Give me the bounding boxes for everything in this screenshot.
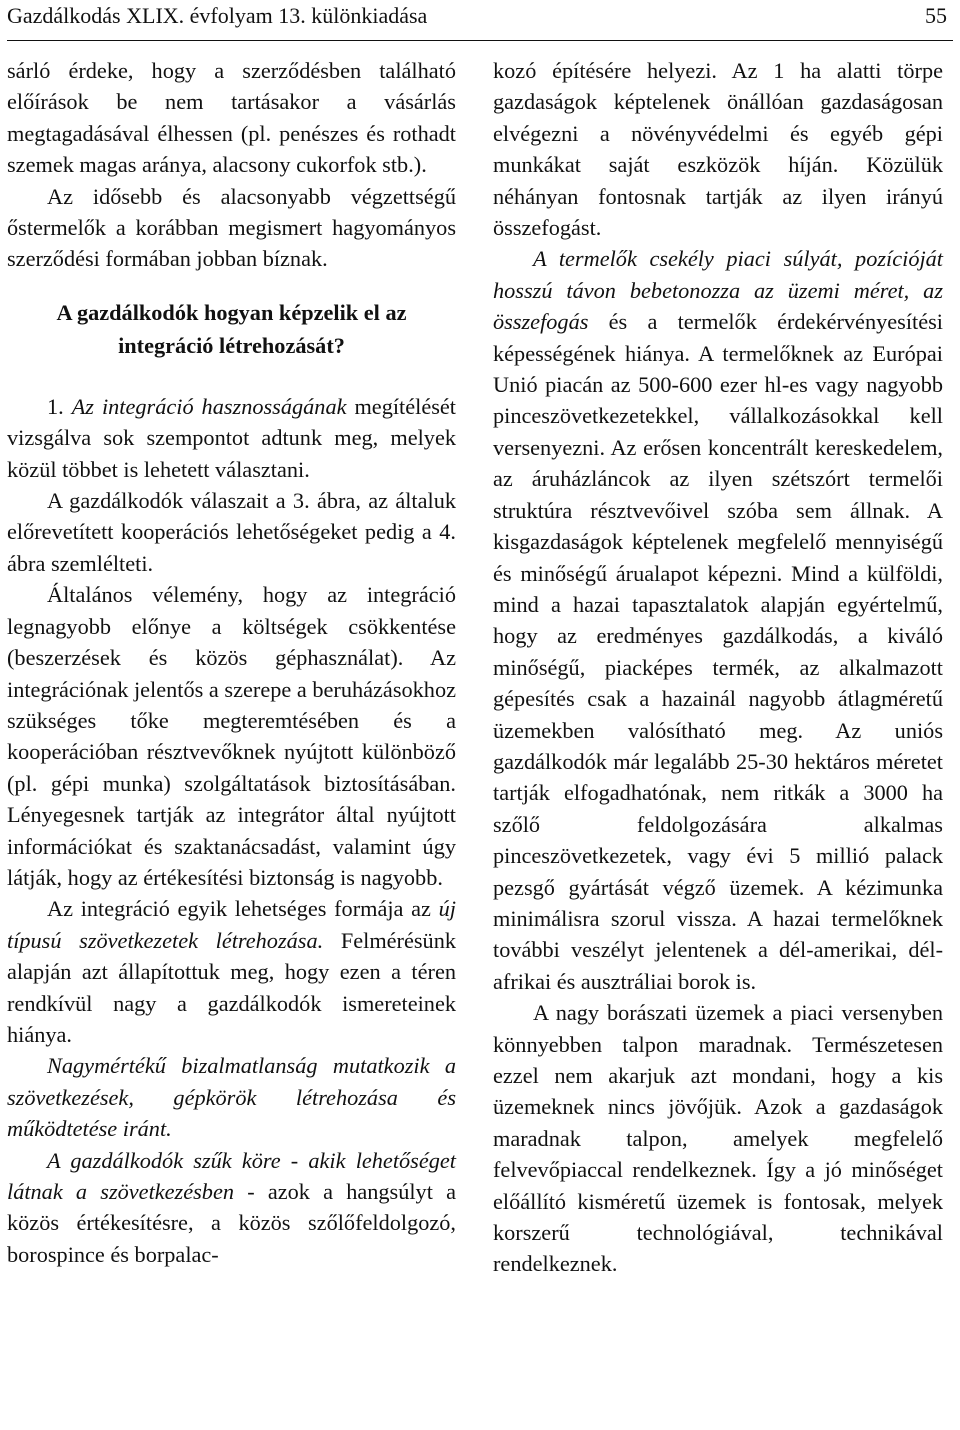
paragraph-text: Felmérésünk alapján azt állapítottuk meg, hogy ezen a téren rendkívül nagy a gazdálkodók ismereteinek hiánya.	[7, 927, 456, 1047]
paragraph: kozó építésére helyezi. Az 1 ha alatti törpe gazdaságok képtelenek önállóan gazdaságosan elvégezni a növényvédelmi és egyéb gépi munkákat saját eszközök híján. Közülük néhányan fontosnak tartják az ilyen irányú összefogást.	[493, 58, 943, 241]
left-column	[7, 55, 456, 1270]
emphasis-text: A termelők csekély piaci súlyát, pozícióját hosszú távon bebetonozza az üzemi méret, az összefogás	[493, 246, 943, 335]
emphasis-text: Az integráció hasznosságának	[71, 393, 347, 419]
page-number: 55	[925, 3, 947, 28]
emphasis-text: A gazdálkodók szűk köre - akik lehetőséget látnak a szövetkezésben	[7, 1147, 456, 1204]
emphasis-text: Nagymértékű bizalmatlanság mutatkozik a szövetkezések, gépkörök létrehozása és működtetése iránt.	[7, 1053, 456, 1142]
paragraph: A nagy borászati üzemek a piaci versenyben könnyebben talpon maradnak. Természetesen ezzel nem akarjuk azt mondani, hogy a kis üzemeknek nincs jövőjük. Azok a gazdaságok maradnak talpon, amelyek megfelelő felvevőpiaccal rendelkeznek. Így a jó minőséget előállító kisméretű üzemek is fontosak, melyek korszerű technológiával, technikával rendelkeznek.	[493, 1000, 943, 1277]
paragraph-text: és a termelők érdekérvényesítési képességének hiánya. A termelőknek az Európai Unió piacán az 500-600 ezer hl-es vagy nagyobb pinceszövetkezetekkel, vállalkozásokkal kell versenyezni. Az erősen koncentrált kereskedelem, az áruházláncok az ilyen szétszórt termelői struktúra résztvevőivel szóba sem állnak. A kisgazdaságok képtelenek megfelelő mennyiségű és minőségű árualapot képezni. Mind a külföldi, mind a hazai tapasztalatok alapján egyértelmű, hogy az eredményes gazdálkodás, a kiváló minőségű, piacképes termék, az alkalmazott gépesítés csak a hazainál nagyobb átlagméretű üzemekben valósítható meg. Az uniós gazdálkodók már legalább 25-30 hektáros méretet tartják elfogadhatónak, nem ritkák a 3000 ha szőlő feldolgozására alkalmas pinceszövetkezetek, vagy évi 5 millió palack pezsgő gyártását végző üzemek. A kézimunka minimálisra szorul vissza. A hazai termelőknek további veszélyt jelentenek a dél-amerikai, dél-afrikai és ausztráliai borok is.	[493, 309, 943, 994]
paragraph: Az idősebb és alacsonyabb végzettségű őstermelők a korábban megismert hagyományos szerződési formában jobban bíznak.	[7, 183, 456, 272]
paragraph: sárló érdeke, hogy a szerződésben található előírások be nem tartásakor a vásárlás megtagadásával élhessen (pl. penészes és rothadt szemek magas aránya, alacsony cukorfok stb.).	[7, 58, 456, 178]
paragraph	[7, 893, 456, 1050]
paragraph: Általános vélemény, hogy az integráció legnagyobb előnye a költségek csökkentése (beszerzések és közös géphasználat). Az integrációnak jelentős a szerepe a beruházásokhoz szükséges tőke megteremtésében és a kooperációban résztvevőknek nyújtott különböző (pl. gépi munka) szolgáltatások biztosításában. Lényegesnek tartják az integrátor által nyújtott információkat és szaktanácsadást, valamint úgy látják, hogy az értékesítési biztonság is nagyobb.	[7, 582, 456, 890]
page-header	[7, 0, 953, 41]
paragraph: A gazdálkodók válaszait a 3. ábra, az általuk előrevetített kooperációs lehetőségeket pedig a 4. ábra szemlélteti.	[7, 488, 456, 576]
right-column	[493, 55, 943, 1280]
emphasis-text: új típusú szövetkezetek létrehozása.	[7, 896, 456, 953]
paragraph-text: megítélését vizsgálva sok szempontot adtunk meg, melyek közül többet is lehetett választani.	[7, 393, 456, 482]
list-number: 1.	[47, 393, 72, 419]
section-heading: A gazdálkodók hogyan képzelik el az integráció létrehozását?	[56, 299, 407, 358]
paragraph-text: - azok a hangsúlyt a közös értékesítésre, a közös szőlőfeldolgozó, borospince és borpalac-	[7, 1179, 456, 1267]
paragraph	[7, 1145, 456, 1271]
paragraph	[493, 243, 943, 997]
paragraph-text: Az integráció egyik lehetséges formája az	[47, 896, 439, 922]
paragraph	[7, 1050, 456, 1144]
paragraph	[7, 391, 456, 485]
journal-title: Gazdálkodás XLIX. évfolyam 13. különkiadása	[7, 3, 428, 28]
